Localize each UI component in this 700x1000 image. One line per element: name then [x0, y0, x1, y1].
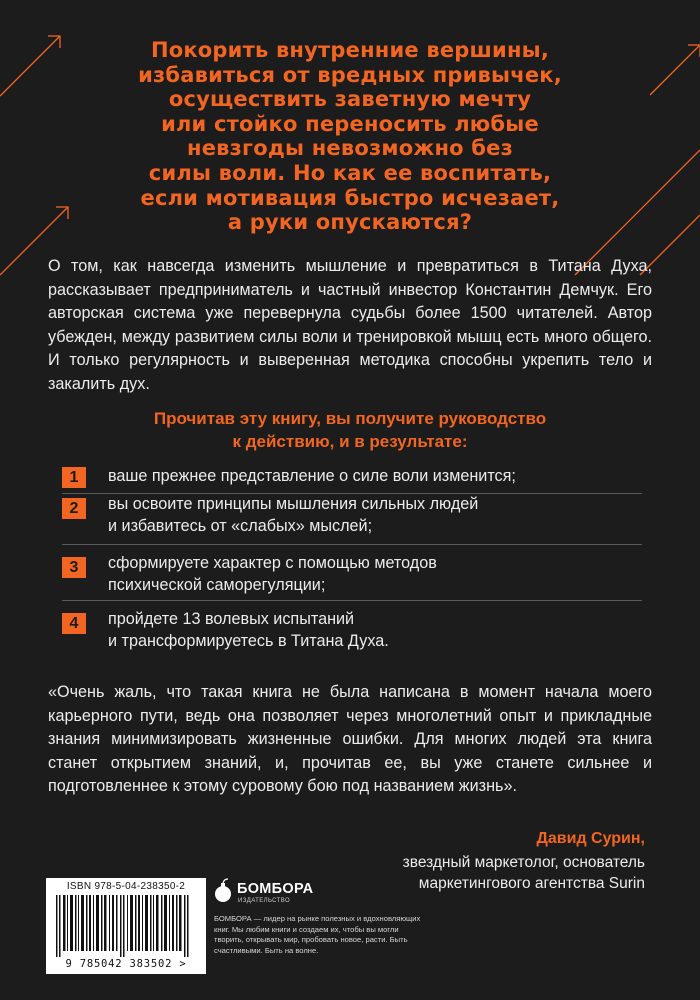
author-role-line: маркетингового агентства Surin [418, 875, 645, 892]
headline-line: если мотивация быстро исчезает, [140, 185, 560, 210]
result-text-line: вы освоите принципы мышления сильных людей [108, 495, 479, 513]
headline-line: а руки опускаются? [227, 210, 473, 235]
divider [62, 600, 642, 601]
headline-line: невзгоды невозможно без [186, 136, 514, 161]
publisher-name: БОМБОРА [237, 881, 314, 897]
result-text-line: и трансформируетесь в Титана Духа. [108, 632, 389, 650]
author-role-line: звездный маркетолог, основатель [402, 854, 645, 871]
result-text-line: сформируете характер с помощью методов [108, 554, 437, 572]
quote-author-name: Давид Сурин, [536, 830, 645, 847]
publisher-description: БОМБОРА — лидер на рынке полезных и вдохновляющих книг. Мы любим книги и создаем их, чтобы вы могли творить, открывать мир, пробовать новое, расти. Быть счастливыми. Быть на волне. [214, 914, 421, 955]
result-text [108, 493, 638, 537]
quote-author-role [315, 852, 645, 894]
result-text [108, 608, 638, 652]
headline-line: избавиться от вредных привычек, [138, 62, 562, 87]
publisher-logo [214, 876, 314, 912]
results-lead-line: к действию, и в результате: [232, 431, 468, 451]
isbn-number: ISBN 978-5-04-238350-2 [66, 881, 186, 892]
result-text [108, 552, 638, 596]
barcode [46, 878, 206, 974]
results-lead-line: Прочитав эту книгу, вы получите руководство [153, 409, 547, 428]
barcode-digits: 9 785042 383502 > [65, 958, 187, 970]
headline-line: Покорить внутренние вершины, [150, 38, 550, 62]
result-number-badge: 4 [62, 613, 86, 634]
result-text-line: и избавитесь от «слабых» мыслей; [108, 517, 373, 535]
headline-line: осуществить заветную мечту [168, 87, 532, 112]
result-text-line: ваше прежнее представление о силе воли изменится; [108, 467, 516, 485]
result-text [108, 465, 638, 487]
barcode-bars [54, 895, 198, 957]
bomb-icon [214, 878, 232, 904]
divider [62, 544, 642, 545]
headline [70, 38, 630, 235]
result-number-badge: 3 [62, 557, 86, 578]
headline-line: силы воли. Но как ее воспитать, [148, 160, 552, 185]
result-text-line: пройдете 13 волевых испытаний [108, 610, 355, 628]
intro-paragraph: О том, как навсегда изменить мышление и превратиться в Титана Духа, рассказывает предприниматель и частный инвестор Константин Демчук. Его авторская система уже перевернула судьбы более 1500 читателей. Автор убежден, между развитием силы воли и тренировкой мышц есть много общего. И только регулярность и выверенная методика способны укрепить тело и закалить дух. [48, 257, 652, 393]
publisher-subtitle: ИЗДАТЕЛЬСТВО [238, 898, 291, 904]
quote-paragraph: «Очень жаль, что такая книга не была написана в момент начала моего карьерного пути, ведь она позволяет через многолетний опыт и прикладные знания минимизировать жизненные ошибки. Для многих людей эта книга станет открытием знаний, и, прочитав ее, вы уже станете сильнее и подготовленнее к этому суровому бою под названием жизнь». [48, 683, 652, 796]
result-number-badge: 2 [62, 498, 86, 519]
result-number-badge: 1 [62, 467, 86, 488]
results-lead [100, 408, 600, 453]
headline-line: или стойко переносить любые [161, 111, 539, 136]
result-text-line: психической саморегуляции; [108, 576, 326, 594]
